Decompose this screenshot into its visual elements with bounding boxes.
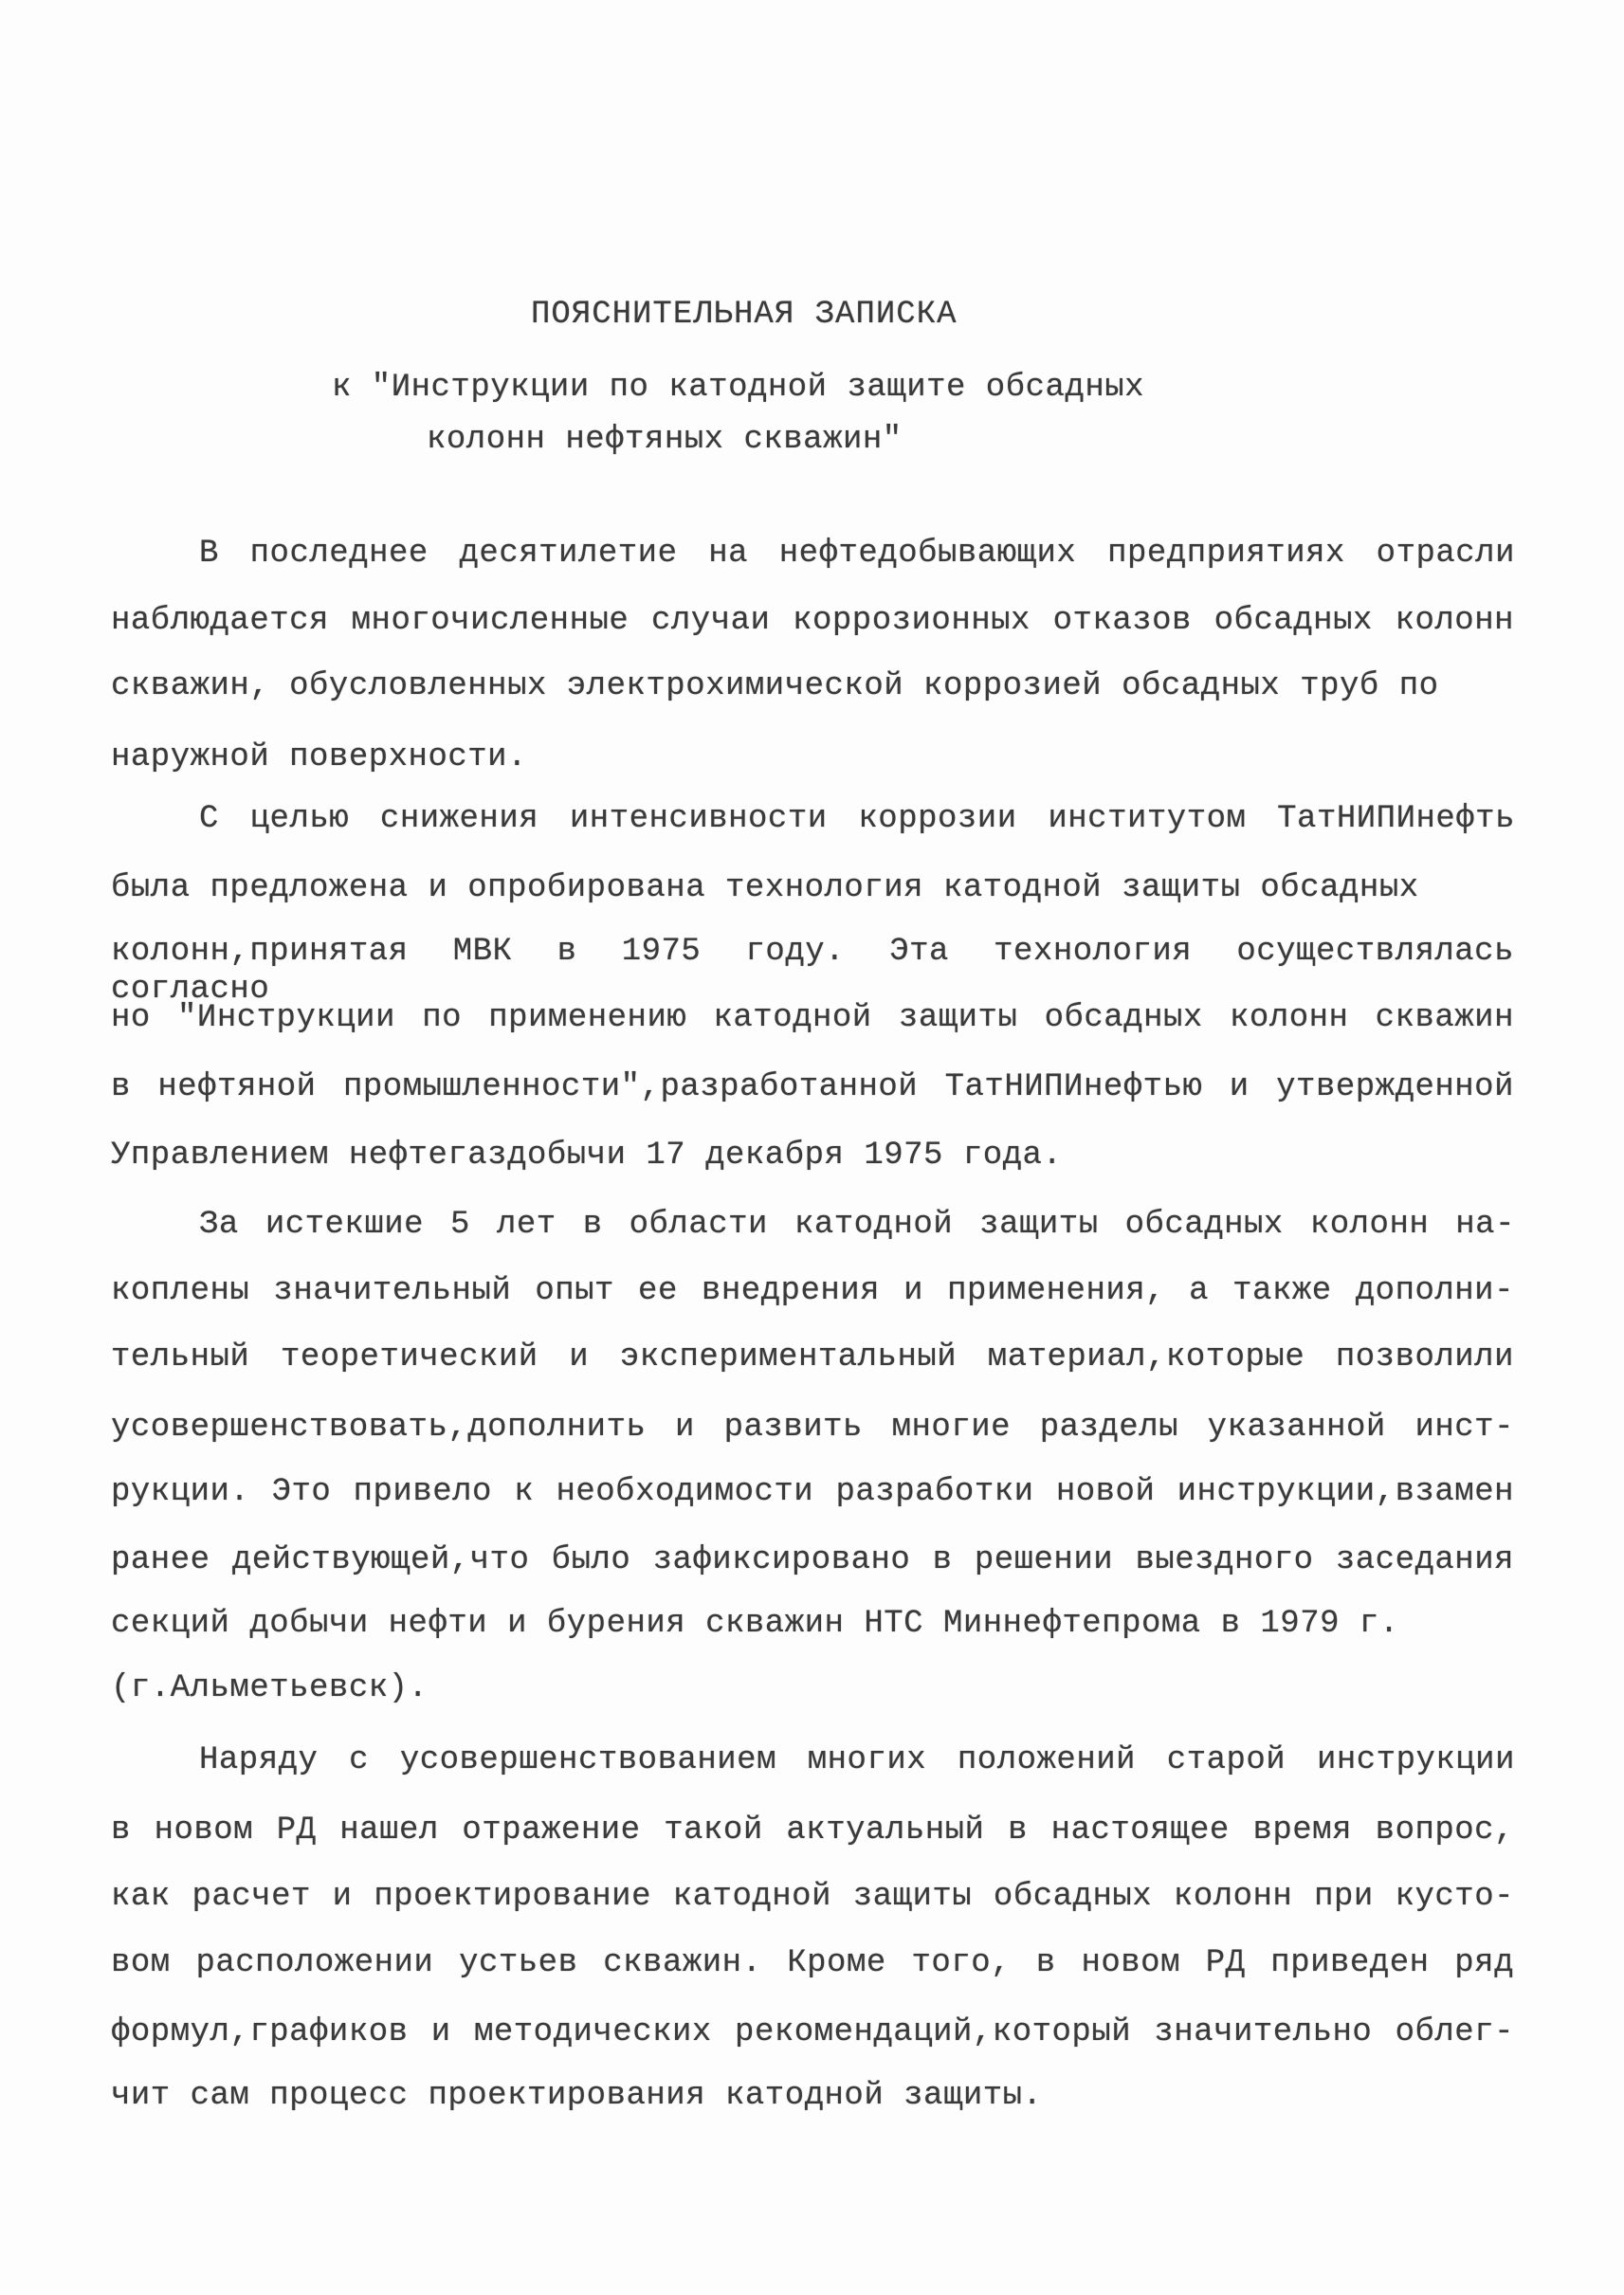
text-line: формул,графиков и методических рекомендаций,который значительно облег- — [111, 2014, 1514, 2050]
text-line: вом расположении устьев скважин. Кроме того, в новом РД приведен ряд — [111, 1945, 1514, 1981]
text-line: Управлением нефтегаздобычи 17 декабря 1975 года. — [111, 1138, 1063, 1174]
text-line: В последнее десятилетие на нефтедобывающих предприятиях отрасли — [199, 536, 1515, 572]
text-line: (г.Альметьевск). — [111, 1670, 429, 1706]
text-line: была предложена и опробирована технология катодной защиты обсадных — [111, 870, 1419, 906]
text-line: но "Инструкции по применению катодной защиты обсадных колонн скважин — [111, 1000, 1514, 1036]
text-line: в новом РД нашел отражение такой актуальный в настоящее время вопрос, — [111, 1812, 1514, 1849]
text-line: в нефтяной промышленности",разработанной ТатНИПИнефтью и утвержденной — [111, 1069, 1514, 1105]
text-line: За истекшие 5 лет в области катодной защиты обсадных колонн на- — [199, 1207, 1515, 1243]
text-line: тельный теоретический и экспериментальный материал,которые позволили — [111, 1339, 1514, 1375]
text-line: С целью снижения интенсивности коррозии институтом ТатНИПИнефть — [199, 801, 1515, 837]
text-line: секций добычи нефти и бурения скважин НТС Миннефтепрома в 1979 г. — [111, 1606, 1399, 1642]
subtitle-line: колонн нефтяных скважин" — [427, 422, 903, 458]
document-title: ПОЯСНИТЕЛЬНАЯ ЗАПИСКА — [531, 297, 958, 333]
text-line: наблюдается многочисленные случаи коррозионных отказов обсадных колонн — [111, 603, 1514, 639]
text-line: усовершенствовать,дополнить и развить многие разделы указанной инст- — [111, 1410, 1514, 1446]
text-line: колонн,принятая МВК в 1975 году. Эта технология осуществлялась согласно — [111, 934, 1514, 1008]
text-line: как расчет и проектирование катодной защиты обсадных колонн при кусто- — [111, 1879, 1514, 1915]
subtitle-line: к "Инструкции по катодной защите обсадных — [332, 370, 1145, 406]
text-line: Наряду с усовершенствованием многих положений старой инструкции — [199, 1742, 1515, 1778]
text-line: скважин, обусловленных электрохимической коррозией обсадных труб по — [111, 668, 1439, 704]
text-line: чит сам процесс проектирования катодной защиты. — [111, 2078, 1043, 2114]
text-line: рукции. Это привело к необходимости разработки новой инструкции,взамен — [111, 1474, 1514, 1510]
text-line: наружной поверхности. — [111, 739, 527, 775]
text-line: коплены значительный опыт ее внедрения и применения, а также дополни- — [111, 1273, 1514, 1309]
text-line: ранее действующей,что было зафиксировано в решении выездного заседания — [111, 1542, 1514, 1578]
